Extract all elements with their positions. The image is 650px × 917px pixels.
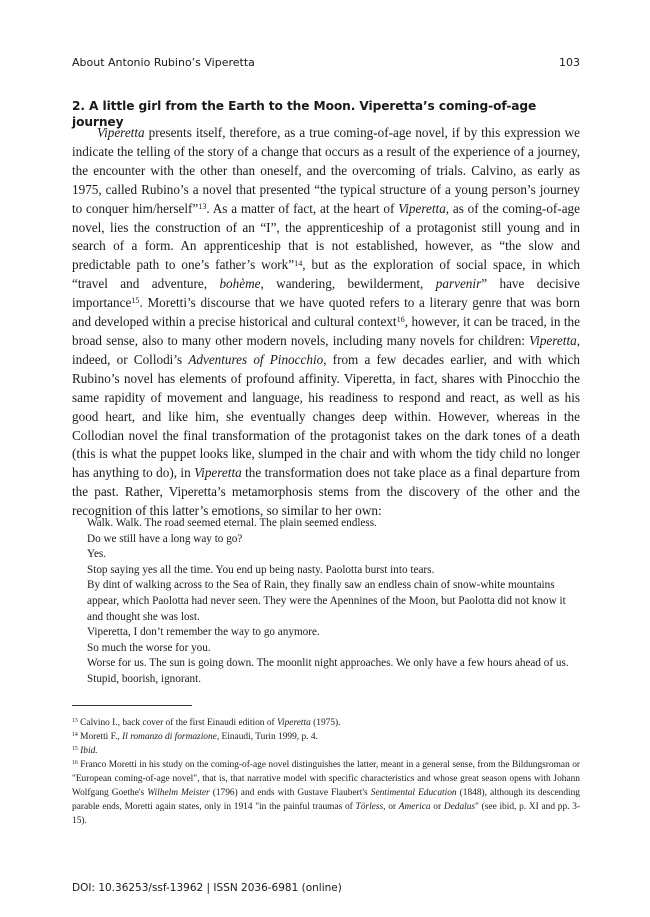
text-run: , indeed, or Collodi’s <box>72 332 580 367</box>
italic-title: Viperetta, <box>398 200 450 216</box>
italic-title: Wilhelm Meister <box>147 788 210 798</box>
italic-title: Törless <box>355 802 384 812</box>
page-footer[interactable]: DOI: 10.36253/ssf-13962 | ISSN 2036-6981 (online) <box>72 882 342 894</box>
footnote-number: 14 <box>72 732 78 739</box>
footnotes <box>72 716 580 828</box>
footnote-ref-14[interactable]: 14 <box>294 258 303 268</box>
italic-title: Viperetta <box>529 332 577 348</box>
text-run: , Einaudi, Turin 1999, p. 4. <box>216 732 318 742</box>
text-run: (1796) and ends with Gustave Flaubert's <box>209 788 371 798</box>
footnote-ref-16[interactable]: 16 <box>396 315 405 325</box>
section-heading: 2. A little girl from the Earth to the Moon. Viperetta’s coming-of-age journey <box>72 99 537 129</box>
text-run: Moretti F., <box>77 732 123 742</box>
footnote-divider <box>72 705 192 706</box>
text-run: as of the coming-of-age novel, lies the construction of an “I”, the apprenticeship of a protagonist still young and in search of a form. An apprenticeship that is not established, however, as “the slow and predictable path to one’s father’s work” <box>72 200 580 273</box>
italic-title: Viperetta <box>194 465 242 481</box>
footnote-number: 16 <box>72 760 78 767</box>
footnote-number: 15 <box>72 746 78 753</box>
italic-title: Sentimental Education <box>370 788 457 798</box>
running-title: About Antonio Rubino’s Viperetta <box>72 56 255 69</box>
text-run: Franco Moretti in his study on the coming-of-age novel distinguishes the latter, meant in a general sense, from the Bildungsroman or "European coming-of-age novel", that is, that narrative model with specific characteristics and whose great season opens with Johann Wolfgang Goethe's <box>72 760 580 798</box>
italic-title: Il romanzo di formazione <box>122 732 217 742</box>
body-paragraph <box>72 124 580 521</box>
text-run: . As a matter of fact, at the heart of <box>206 200 399 216</box>
quote-line: Yes. <box>87 548 107 561</box>
italic-term: parvenir <box>435 276 482 292</box>
body-text <box>72 124 580 521</box>
quote-line: Viperetta, I don’t remember the way to go anymore. <box>87 626 320 639</box>
text-run: the transformation does not take place as a final departure from the past. Rather, Viperetta’s metamorphosis stems from the discovery of the other and the recognition of this latter’s emotions, so similar to her own: <box>72 465 581 519</box>
quote-line: Stupid, boorish, ignorant. <box>87 672 202 685</box>
text-run: , wandering, bewilderment, <box>260 276 436 292</box>
footnote-ref-13[interactable]: 13 <box>198 201 207 211</box>
text-run: ” have decisive importance <box>72 276 580 311</box>
text-run: , or <box>383 802 399 812</box>
footnote-ref-15[interactable]: 15 <box>131 296 140 306</box>
footnote-16 <box>72 758 580 828</box>
italic-title: Viperetta <box>97 125 145 140</box>
text-run: . Moretti’s discourse that we have quoted refers to a literary genre that was born and developed within a precise historical and cultural context <box>72 295 580 330</box>
italic-title: Viperetta <box>276 718 311 728</box>
quote-line: By dint of walking across to the Sea of Rain, they finally saw an endless chain of snow-white mountains appear, which Paolotta had never seen. They were the Apennines of the Moon, but Paolotta did not know it and thought she was lost. <box>87 579 566 623</box>
italic-term: bohème <box>219 276 261 292</box>
page-number: 103 <box>559 56 580 69</box>
text-run: (1848), although its descending parable ends, Moretti again states, only in 1914 "in the painful traumas of <box>72 788 580 812</box>
block-quote <box>87 516 580 688</box>
footnote-15 <box>72 744 580 758</box>
italic-title: America <box>398 802 431 812</box>
quote-line: Stop saying yes all the time. You end up being nasty. Paolotta burst into tears. <box>87 563 435 576</box>
quote-line: Do we still have a long way to go? <box>87 532 243 545</box>
quote-line: Worse for us. The sun is going down. The moonlit night approaches. We only have a few hours ahead of us. <box>87 657 569 670</box>
text-run: Calvino I., back cover of the first Einaudi edition of <box>77 718 277 728</box>
footnote-13 <box>72 716 580 730</box>
quote-line: Walk. Walk. The road seemed eternal. The plain seemed endless. <box>87 517 377 529</box>
italic-title: Dedalus <box>443 802 476 812</box>
running-head <box>72 56 580 70</box>
text-run: , however, it can be traced, in the broad sense, also to many other modern novels, including many novels for children: <box>72 314 580 348</box>
italic-term: Ibid. <box>80 746 98 756</box>
text-run: " (see ibid, p. XI and pp. 3-15). <box>72 802 581 826</box>
text-run: or <box>430 802 444 812</box>
italic-title: Adventures of Pinocchio <box>188 351 324 367</box>
text-run: presents itself, therefore, as a true coming-of-age novel, if by this expression we indicate the telling of the story of a change that occurs as a result of the experience of a journey, the encounter with the other than oneself, and the overcoming of trials. Calvino, as early as 1975, called Rubino’s a novel that presented “the typical structure of a young person’s journey to conquer him/herself” <box>72 125 580 216</box>
footnote-14 <box>72 730 580 744</box>
text-run: , but as the exploration of social space, in which “travel and adventure, <box>72 257 580 292</box>
text-run: , from a few decades earlier, and with which Rubino’s novel has elements of profound affinity. Viperetta, in fact, shares with Pinocchio the same rapidity of movement and language, his readiness to respond and react, as well as his good heart, and like him, she eventually changes deep within. However, whereas in the Collodian novel the final transformation of the protagonist takes on the dark tones of a death (this is what the puppet looks like, slumped in the chair and with whom the tidy child no longer has anything to do), in <box>72 351 580 481</box>
quote-line: So much the worse for you. <box>87 641 211 654</box>
footnote-number: 13 <box>72 718 78 725</box>
text-run: (1975). <box>310 718 341 728</box>
